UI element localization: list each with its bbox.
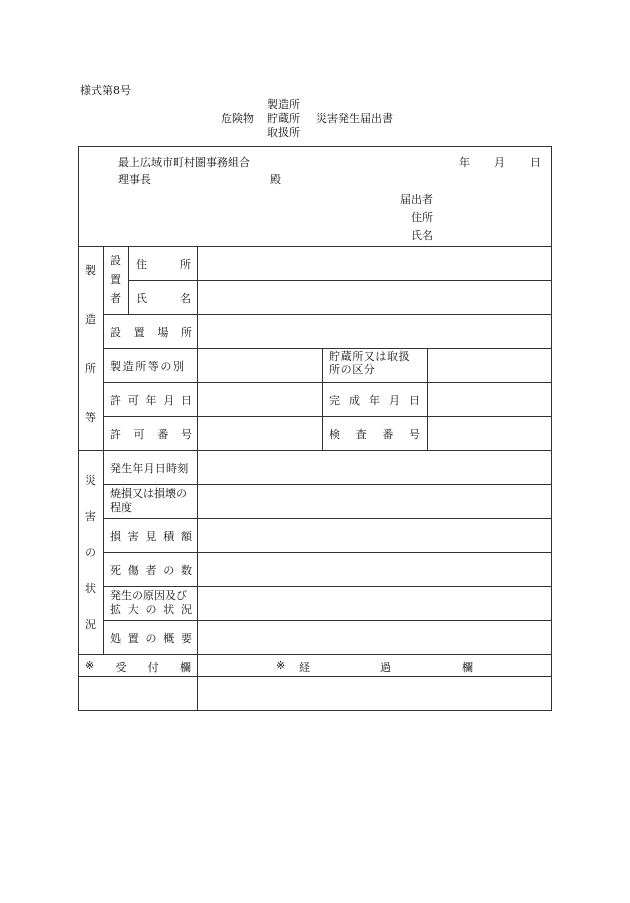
inspection-number-field[interactable]	[428, 417, 551, 450]
installer-name-field[interactable]	[198, 281, 551, 314]
addressee-org: 最上広域市町村圏事務組合	[118, 156, 250, 169]
installer-label: 設 置 者	[110, 254, 121, 305]
title-type-manufacturing: 製造所	[267, 98, 300, 111]
cause-spread-field[interactable]	[198, 587, 551, 620]
inspection-number-label: 検 査 番 号	[329, 428, 420, 441]
facility-section-label: 製 造 所 等	[85, 264, 96, 424]
date-year-label: 年	[459, 156, 470, 169]
permit-date-field[interactable]	[198, 383, 322, 416]
estimated-damage-label: 損 害 見 積 額	[110, 530, 192, 543]
response-summary-label: 処 置 の 概 要	[110, 632, 192, 645]
facility-type-label: 製造所等の別	[110, 360, 186, 373]
date-month-label: 月	[494, 156, 505, 169]
casualties-field[interactable]	[198, 553, 551, 586]
reception-field[interactable]	[79, 677, 197, 710]
title-type-storage: 貯蔵所	[267, 112, 300, 125]
installer-address-label: 住 所	[136, 258, 191, 271]
estimated-damage-field[interactable]	[198, 519, 551, 552]
permit-date-label: 許 可 年 月 日	[110, 394, 192, 407]
progress-field[interactable]	[198, 677, 551, 710]
installer-address-field[interactable]	[198, 247, 551, 280]
facility-type-field[interactable]	[198, 349, 322, 382]
damage-extent-label: 焼損又は損壊の 程度	[110, 487, 187, 514]
installer-name-label: 氏 名	[136, 292, 191, 305]
damage-extent-field[interactable]	[198, 485, 551, 518]
permit-number-field[interactable]	[198, 417, 322, 450]
permit-number-label: 許 可 番 号	[110, 428, 192, 441]
location-field[interactable]	[198, 315, 551, 348]
applicant-label: 届出者	[400, 193, 433, 206]
name-label: 氏名	[411, 229, 433, 242]
completion-date-label: 完 成 年 月 日	[329, 394, 420, 407]
title-type-handling: 取扱所	[267, 126, 300, 139]
occurrence-datetime-label: 発生年月日時刻	[110, 462, 189, 475]
completion-date-field[interactable]	[428, 383, 551, 416]
casualties-label: 死 傷 者 の 数	[110, 564, 192, 577]
location-label: 設 置 場 所	[110, 326, 192, 339]
storage-category-label: 貯蔵所又は取扱 所の区分	[329, 350, 411, 376]
storage-category-field[interactable]	[428, 349, 551, 382]
reception-label: ※ 受 付 欄	[85, 659, 191, 674]
title-prefix: 危険物	[221, 112, 254, 125]
honorific: 殿	[270, 173, 281, 186]
date-day-label: 日	[530, 156, 541, 169]
occurrence-datetime-field[interactable]	[198, 451, 551, 484]
addressee-title: 理事長	[118, 173, 151, 186]
response-summary-field[interactable]	[198, 621, 551, 654]
cause-spread-label: 発生の原因及び 拡 大 の 状 況	[110, 589, 192, 616]
address-label: 住所	[411, 211, 433, 224]
title-suffix: 災害発生届出書	[316, 112, 393, 125]
disaster-section-label: 災 害 の 状 況	[85, 474, 96, 631]
form-number: 様式第8号	[80, 84, 131, 97]
